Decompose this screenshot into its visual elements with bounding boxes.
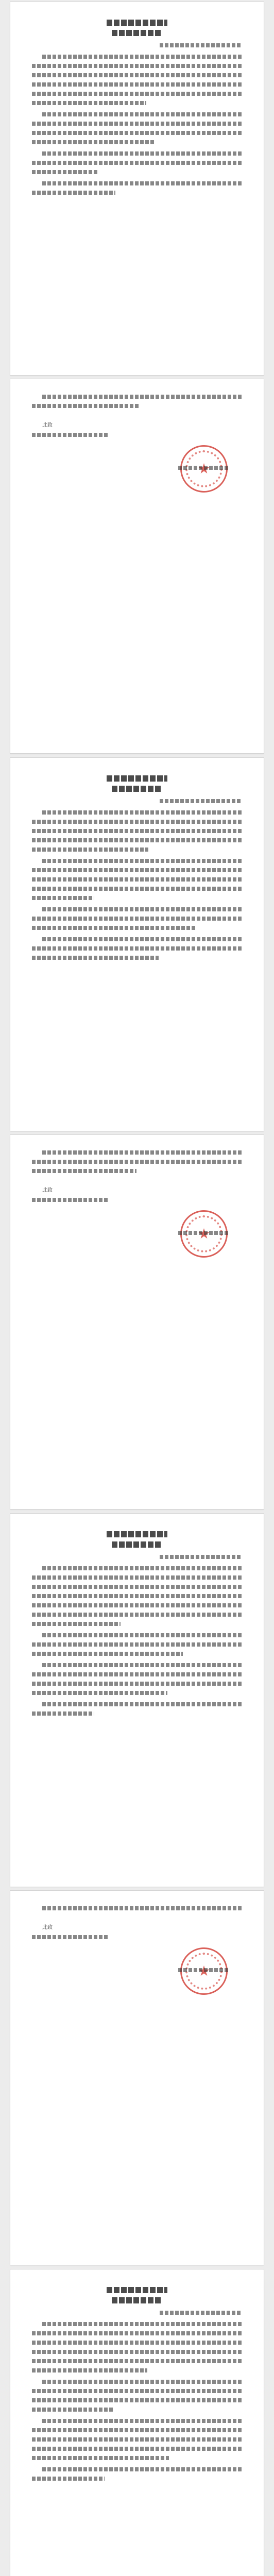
document-title-line [107,2287,167,2293]
document-page-continued [10,1891,264,2265]
text-line [32,2350,242,2354]
text-line [42,859,242,863]
text-line [32,64,242,68]
text-line [32,101,146,105]
text-line [32,956,159,960]
text-line [32,2359,242,2363]
date-line [178,466,230,470]
recipient-court-line [32,1198,109,1202]
text-line [32,868,242,872]
text-line [32,1603,242,1607]
text-line [32,191,115,195]
text-line [42,2380,242,2384]
text-line [42,937,242,941]
text-line [32,926,195,930]
document-subtitle-line [112,1541,162,1548]
text-line [32,1691,167,1695]
document-page [10,2,264,375]
text-line [32,1682,242,1686]
text-line [32,946,242,951]
closing-salutation: 此致 [42,1925,53,1930]
text-line [42,1150,242,1155]
text-line [32,92,242,96]
text-line [32,1652,183,1656]
document-number-line [160,1555,242,1559]
text-line [32,1585,242,1589]
text-line [32,838,242,842]
document-page [10,2269,264,2576]
text-line [32,848,148,852]
closing-salutation: 此致 [42,422,53,428]
text-line [42,1906,242,1910]
closing-salutation: 此致 [42,1188,53,1193]
text-line [32,82,242,87]
document-page-continued [10,1135,264,1509]
document-number-line [160,799,242,803]
text-line [32,1711,94,1716]
recipient-court-line [32,1935,109,1939]
text-line [32,2408,114,2412]
text-line [32,2331,242,2335]
document-page [10,758,264,1131]
text-line [32,131,242,135]
document-page-continued [10,379,264,753]
document-number-line [160,43,242,47]
text-line [42,151,242,156]
text-line [32,2477,105,2481]
recipient-court-line [32,433,109,437]
text-line [42,810,242,815]
text-line [32,2341,242,2345]
text-line [42,1702,242,1706]
text-line [42,181,242,185]
document-number-line [160,2311,242,2315]
text-line [42,1633,242,1637]
text-line [32,917,242,921]
text-line [42,2322,242,2326]
text-line [32,887,242,891]
text-line [32,1594,242,1598]
document-title-line [107,1531,167,1537]
text-line [32,1672,242,1676]
text-line [32,170,99,174]
text-line [32,2447,242,2451]
text-line [32,1622,121,1626]
text-line [32,2456,169,2460]
text-line [32,829,242,833]
text-line [32,140,155,144]
text-line [42,112,242,116]
text-line [32,404,140,408]
text-line [32,1642,242,1647]
text-line [32,2428,242,2432]
text-line [32,877,242,882]
text-line [42,55,242,59]
text-line [32,1575,242,1580]
text-line [32,1613,242,1617]
text-line [32,2368,147,2372]
document-subtitle-line [112,786,162,792]
date-line [178,1231,230,1235]
text-line [32,2398,242,2402]
text-line [32,2437,242,2442]
document-subtitle-line [112,2297,162,2303]
text-line [32,1160,242,1164]
text-line [32,2389,242,2393]
text-line [42,2467,242,2471]
text-line [42,1566,242,1570]
text-line [32,1169,136,1173]
text-line [42,1663,242,1667]
text-line [32,161,242,165]
document-page [10,1514,264,1887]
document-subtitle-line [112,30,162,36]
document-title-line [107,775,167,782]
text-line [32,820,242,824]
text-line [32,896,94,900]
text-line [42,2419,242,2423]
text-line [42,907,242,911]
date-line [178,1968,230,1972]
text-line [42,395,242,399]
document-title-line [107,20,167,26]
text-line [32,73,242,77]
text-line [32,122,242,126]
